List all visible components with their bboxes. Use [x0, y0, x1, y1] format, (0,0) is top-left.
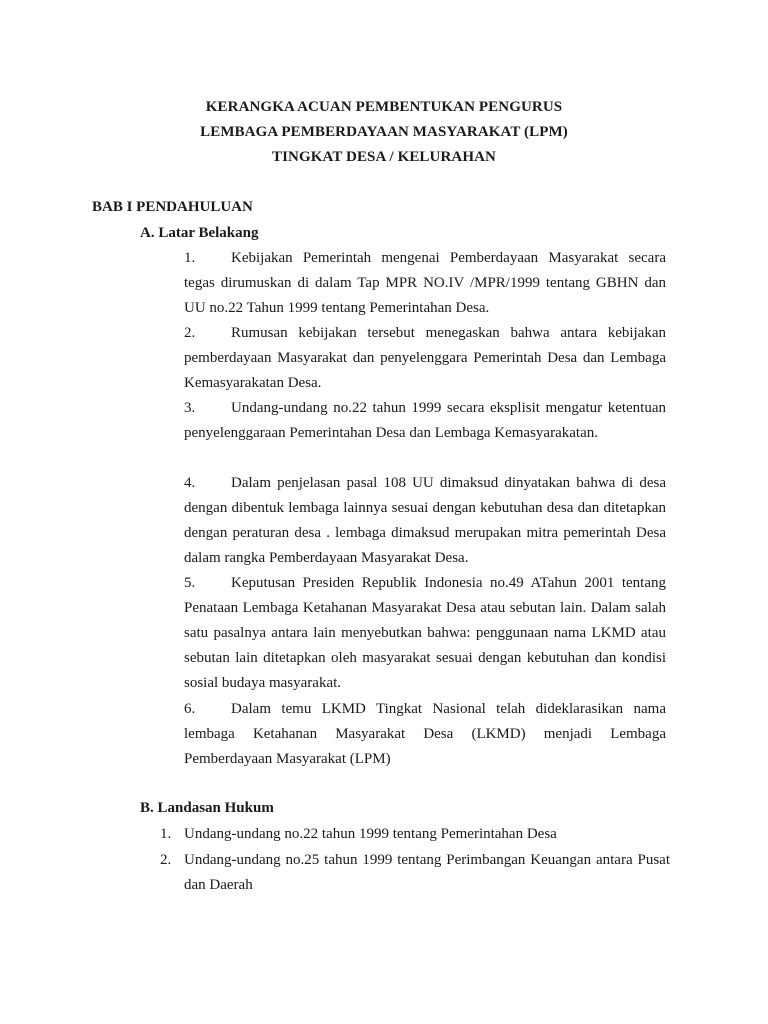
legal-basis-item-2: [160, 848, 670, 898]
background-item-6: [184, 697, 666, 772]
item-text: Undang-undang no.22 tahun 1999 tentang Pemerintahan Desa: [184, 826, 557, 842]
document-title-line-2: LEMBAGA PEMBERDAYAAN MASYARAKAT (LPM): [200, 124, 568, 140]
item-text: Dalam temu LKMD Tingkat Nasional telah dideklarasikan nama lembaga Ketahanan Masyarakat Desa (LKMD) menjadi Lembaga Pemberdayaan Masyarakat (LPM): [184, 701, 666, 767]
background-item-1: [184, 246, 666, 321]
background-item-2: [184, 321, 666, 396]
section-b-heading: B. Landasan Hukum: [140, 800, 274, 816]
document-title-line-1: KERANGKA ACUAN PEMBENTUKAN PENGURUS: [205, 99, 563, 115]
item-text: Undang-undang no.22 tahun 1999 secara eksplisit mengatur ketentuan penyelenggaraan Pemerintahan Desa dan Lembaga Kemasyarakatan.: [184, 400, 666, 441]
item-number: 1.: [160, 826, 172, 842]
item-number: 6.: [184, 701, 196, 717]
item-number: 2.: [184, 325, 196, 341]
item-text: Dalam penjelasan pasal 108 UU dimaksud dinyatakan bahwa di desa dengan dibentuk lembaga lainnya sesuai dengan kebutuhan desa dan ditetapkan dengan peraturan desa . lembaga dimaksud merupakan mitra pemerintah Desa dalam rangka Pemberdayaan Masyarakat Desa.: [184, 475, 666, 566]
item-number: 3.: [184, 400, 196, 416]
legal-basis-item-1: [160, 822, 670, 847]
background-item-5: [184, 571, 666, 696]
item-text: Kebijakan Pemerintah mengenai Pemberdayaan Masyarakat secara tegas dirumuskan di dalam Tap MPR NO.IV /MPR/1999 tentang GBHN dan UU no.22 Tahun 1999 tentang Pemerintahan Desa.: [184, 250, 666, 316]
section-a-heading: A. Latar Belakang: [140, 225, 259, 241]
background-item-3: [184, 396, 666, 446]
item-number: 5.: [184, 575, 196, 591]
item-text: Rumusan kebijakan tersebut menegaskan bahwa antara kebijakan pemberdayaan Masyarakat dan penyelenggara Pemerintah Desa dan Lembaga Kemasyarakatan Desa.: [184, 325, 666, 391]
item-number: 1.: [184, 250, 196, 266]
item-text: Undang-undang no.25 tahun 1999 tentang Perimbangan Keuangan antara Pusat dan Daerah: [184, 852, 670, 893]
chapter-heading: BAB I PENDAHULUAN: [92, 199, 253, 215]
item-number: 2.: [160, 852, 172, 868]
item-number: 4.: [184, 475, 196, 491]
item-text: Keputusan Presiden Republik Indonesia no.49 ATahun 2001 tentang Penataan Lembaga Ketahanan Masyarakat Desa atau sebutan lain. Dalam salah satu pasalnya antara lain menyebutkan bahwa: penggunaan nama LKMD atau sebutan lain ditetapkan oleh masyarakat sesuai dengan kebutuhan dan kondisi sosial budaya masyarakat.: [184, 575, 666, 691]
document-title-line-3: TINGKAT DESA / KELURAHAN: [272, 149, 496, 165]
background-item-4: [184, 471, 666, 571]
